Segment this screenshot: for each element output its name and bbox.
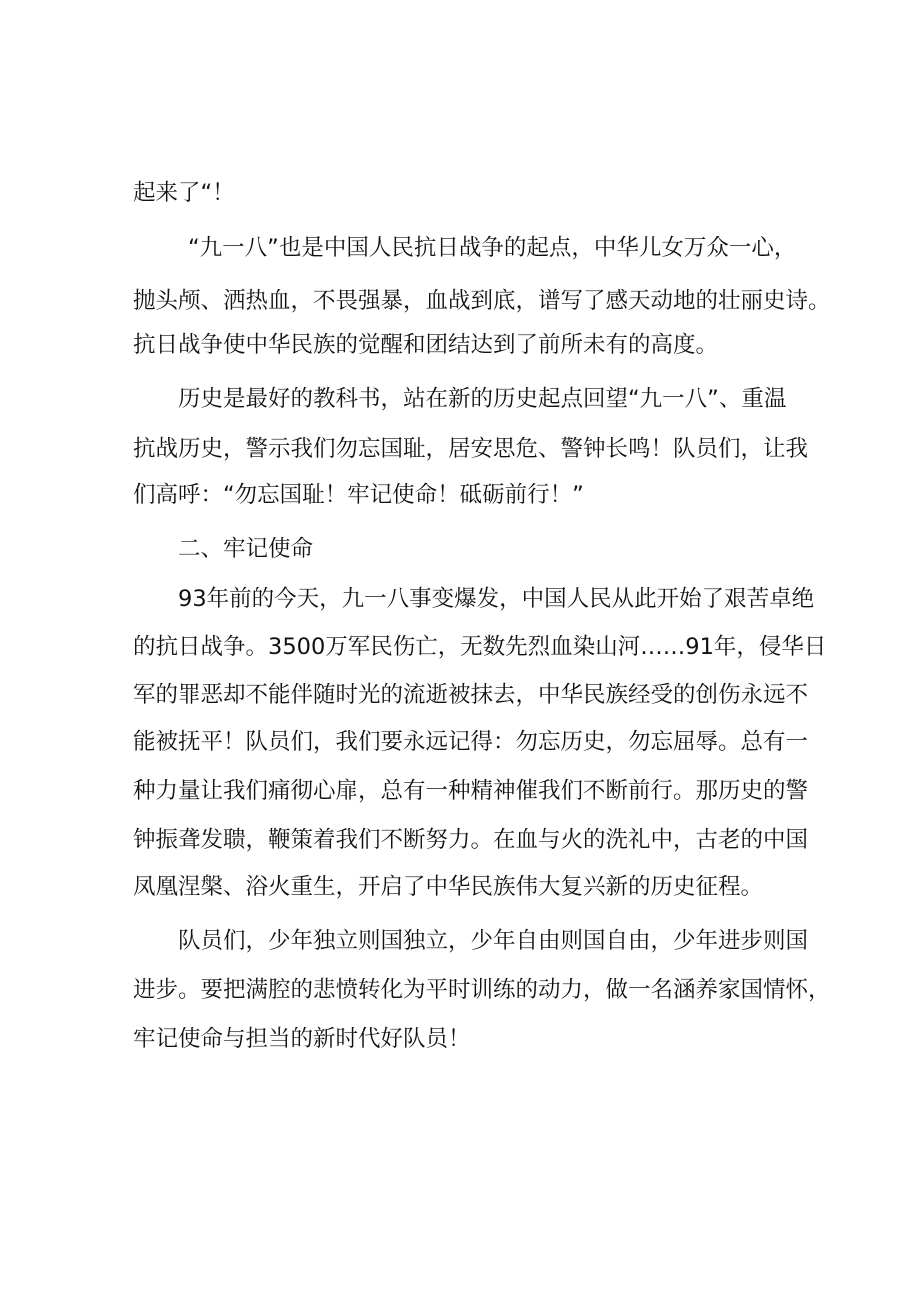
paragraph-line: 凤凰涅槃、浴火重生，开启了中华民族伟大复兴新的历史征程。	[133, 874, 764, 900]
paragraph-line: 牢记使命与担当的新时代好队员！	[133, 1026, 471, 1052]
paragraph-line: 种力量让我们痛彻心扉，总有一种精神催我们不断前行。那历史的警	[133, 778, 809, 804]
paragraph-line: 起来了“！	[133, 180, 235, 206]
paragraph-line: 抗战历史，警示我们勿忘国耻，居安思危、警钟长鸣！队员们，让我	[133, 436, 809, 462]
paragraph-line: “九一八”也是中国人民抗日战争的起点，中华儿女万众一心，	[188, 235, 797, 261]
paragraph-line: 抗日战争使中华民族的觉醒和团结达到了前所未有的高度。	[133, 332, 719, 358]
paragraph-line: 们高呼：“勿忘国耻！牢记使命！砥砺前行！”	[133, 482, 584, 508]
paragraph-line: 进步。要把满腔的悲愤转化为平时训练的动力，做一名涵养家国情怀，	[133, 977, 831, 1003]
paragraph-line: 钟振聋发聩，鞭策着我们不断努力。在血与火的洗礼中，古老的中国	[133, 827, 809, 853]
paragraph-line: 抛头颅、洒热血，不畏强暴，血战到底，谱写了感天动地的壮丽史诗。	[133, 288, 831, 314]
paragraph-line: 队员们，少年独立则国独立，少年自由则国自由，少年进步则国	[178, 928, 809, 954]
section-heading: 二、牢记使命	[178, 536, 314, 562]
paragraph-line: 的抗日战争。3500万军民伤亡，无数先烈血染山河……91年，侵华日	[133, 634, 827, 660]
paragraph-line: 军的罪恶却不能伴随时光的流逝被抹去，中华民族经受的创伤永远不	[133, 682, 809, 708]
paragraph-line: 能被抚平！队员们，我们要永远记得：勿忘历史，勿忘屈辱。总有一	[133, 729, 809, 755]
paragraph-line: 93年前的今天，九一八事变爆发，中国人民从此开始了艰苦卓绝	[178, 586, 815, 612]
paragraph-line: 历史是最好的教科书，站在新的历史起点回望“九一八”、重温	[178, 386, 787, 412]
